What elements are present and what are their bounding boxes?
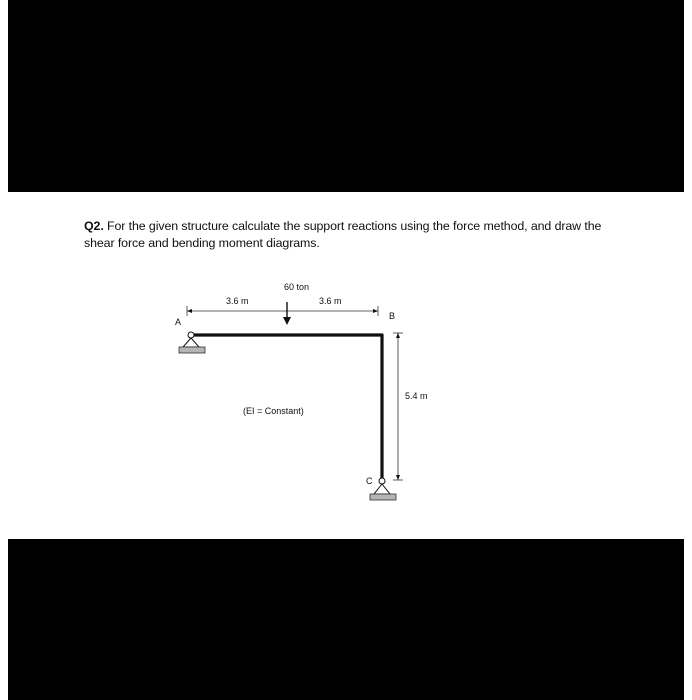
left-span-label: 3.6 m (226, 296, 249, 306)
question-body: For the given structure calculate the support reactions using the force method, and draw the shear force and bending moment diagrams. (84, 219, 602, 250)
pin-support-c (370, 478, 396, 500)
horizontal-dimension (187, 306, 378, 316)
point-load-arrow (283, 302, 291, 325)
right-span-label: 3.6 m (319, 296, 342, 306)
load-label: 60 ton (284, 282, 310, 292)
bottom-black-band (8, 539, 684, 700)
node-a-label: A (175, 317, 182, 327)
ei-label: (EI = Constant) (243, 406, 304, 416)
column-height-label: 5.4 m (405, 391, 428, 401)
node-c-label: C (366, 476, 373, 486)
vertical-dimension (393, 333, 403, 480)
node-b-label: B (389, 311, 396, 321)
question-number: Q2. (84, 219, 104, 233)
